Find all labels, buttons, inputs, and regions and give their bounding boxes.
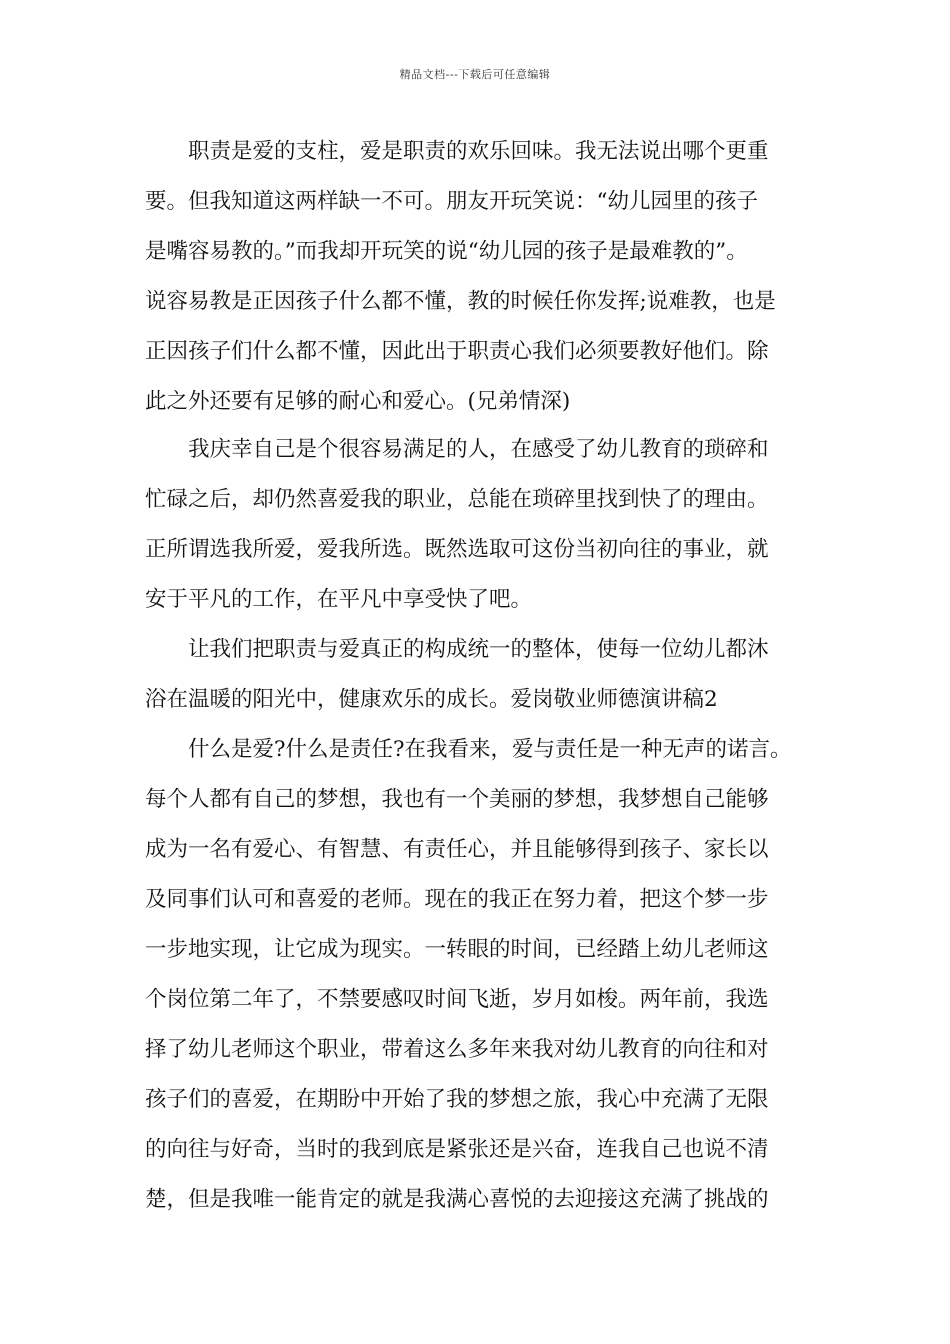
text-line: 正所谓选我所爱，爱我所选。既然选取可这份当初向往的事业，就 [145,537,769,562]
text-line: 成为一名有爱心、有智慧、有责任心，并且能够得到孩子、家长以 [145,837,769,862]
text-line: 择了幼儿老师这个职业，带着这么多年来我对幼儿教育的向往和对 [145,1037,769,1062]
text-line: 说容易教是正因孩子什么都不懂，教的时候任你发挥;说难教，也是 [145,289,776,314]
text-line: 忙碌之后，却仍然喜爱我的职业，总能在琐碎里找到快了的理由。 [145,487,769,512]
text-line: 楚，但是我唯一能肯定的就是我满心喜悦的去迎接这充满了挑战的 [145,1187,769,1212]
text-line: 正因孩子们什么都不懂，因此出于职责心我们必须要教好他们。除 [145,339,769,364]
text-line: 浴在温暖的阳光中，健康欢乐的成长。爱岗敬业师德演讲稿2 [145,687,718,712]
text-line: 让我们把职责与爱真正的构成统一的整体，使每一位幼儿都沐 [145,637,769,662]
text-line: 一步地实现，让它成为现实。一转眼的时间，已经踏上幼儿老师这 [145,937,769,962]
text-line: 孩子们的喜爱，在期盼中开始了我的梦想之旅，我心中充满了无限 [145,1087,769,1112]
page-header: 精品文档---下载后可任意编辑 [399,68,551,81]
text-line: 的向往与好奇，当时的我到底是紧张还是兴奋，连我自己也说不清 [145,1137,769,1162]
text-line: 是嘴容易教的。”而我却开玩笑的说“幼儿园的孩子是最难教的”。 [145,239,748,264]
text-line: 要。但我知道这两样缺一不可。朋友开玩笑说：“幼儿园里的孩子 [145,189,758,214]
text-line: 此之外还要有足够的耐心和爱心。(兄弟情深) [145,389,571,414]
text-line: 个岗位第二年了，不禁要感叹时间飞逝，岁月如梭。两年前，我选 [145,987,769,1012]
text-line: 什么是爱?什么是责任?在我看来，爱与责任是一种无声的诺言。 [145,737,792,762]
text-line: 职责是爱的支柱，爱是职责的欢乐回味。我无法说出哪个更重 [145,139,769,164]
text-line: 我庆幸自己是个很容易满足的人，在感受了幼儿教育的琐碎和 [145,437,769,462]
text-line: 安于平凡的工作，在平凡中享受快了吧。 [145,587,533,612]
text-line: 及同事们认可和喜爱的老师。现在的我正在努力着，把这个梦一步 [145,887,769,912]
text-line: 每个人都有自己的梦想，我也有一个美丽的梦想，我梦想自己能够 [145,787,769,812]
